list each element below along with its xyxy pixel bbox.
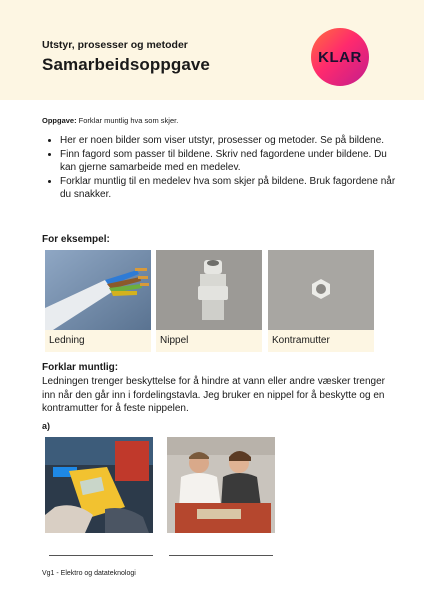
- task-text: Forklar muntlig hva som skjer.: [76, 116, 179, 125]
- page-title: Samarbeidsoppgave: [42, 55, 210, 74]
- task-label: Oppgave:: [42, 116, 77, 125]
- explain-text: Ledningen trenger beskyttelse for å hindre at vann eller andre væsker trenger inn når den går inn i fordelingstavla. Jeg bruker en nippel for å beskytte og en kontramutter for å feste nippelen.: [42, 376, 385, 414]
- page-subtitle: Utstyr, prosesser og metoder: [42, 39, 188, 51]
- multimeter-photo: [45, 437, 153, 533]
- instruction-item: • Forklar muntlig til en medelev hva som skjer på bildene. Bruk fagordene når du snakker.: [60, 175, 400, 201]
- klar-logo: [311, 28, 369, 86]
- instruction-list: [42, 134, 400, 202]
- caption-nipple: Nippel: [156, 330, 262, 352]
- answer-line: [169, 555, 273, 556]
- header-band: [0, 0, 424, 100]
- explain-heading: Forklar muntlig:: [42, 362, 119, 373]
- footer-text: Vg1 - Elektro og datateknologi: [42, 570, 136, 577]
- caption-cable: Ledning: [45, 330, 151, 352]
- example-heading: For eksempel:: [42, 234, 110, 245]
- cable-photo: [45, 250, 151, 330]
- caption-locknut: Kontramutter: [268, 330, 374, 352]
- instruction-item: • Finn fagord som passer til bildene. Skriv ned fagordene under bildene. Du kan gjerne samarbeide med en medelev.: [60, 148, 400, 174]
- answer-line: [49, 555, 153, 556]
- exercise-label: a): [42, 421, 51, 431]
- task-line: [42, 116, 178, 125]
- logo-text: KLAR: [318, 48, 362, 66]
- instruction-item: • Her er noen bilder som viser utstyr, prosesser og metoder. Se på bildene.: [60, 134, 400, 147]
- students-photo: [167, 437, 275, 533]
- locknut-photo: [268, 250, 374, 330]
- nipple-photo: [156, 250, 262, 330]
